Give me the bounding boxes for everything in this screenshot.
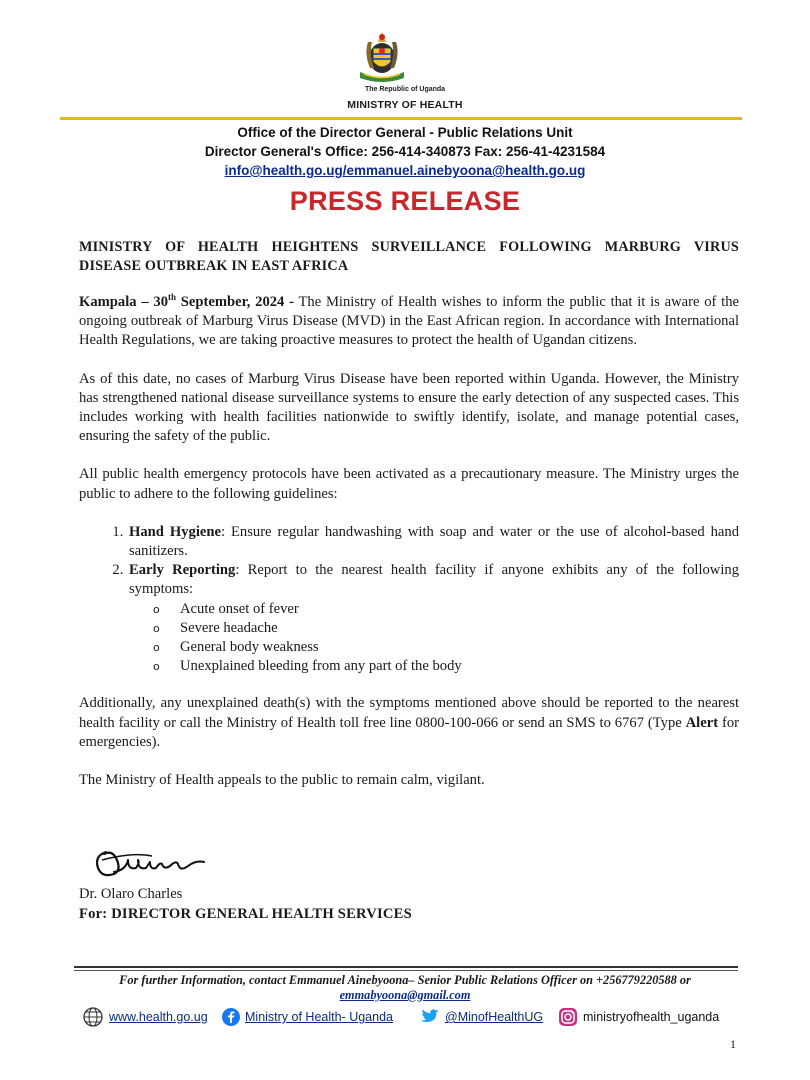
social-links: [82, 1004, 732, 1030]
phones-line: Director General's Office: 256-414-340873 Fax: 256-41-4231584: [204, 144, 606, 159]
reporting-paragraph: Additionally, any unexplained death(s) with the symptoms mentioned above should be reported to the nearest health facility or call the Ministry of Health toll free line 0800-100-066 or send an SMS to 6767 (Type Alert for emergencies).: [79, 695, 739, 750]
dateline-paragraph: Kampala – 30th September, 2024 - The Ministry of Health wishes to inform the public that it is aware of the ongoing outbreak of Marburg Virus Disease (MVD) in the East African region. In accordance with International Health Regulations, we are taking proactive measures to protect the health of Ugandan citizens.: [79, 292, 739, 349]
signature-icon: [92, 842, 222, 884]
facebook-link[interactable]: [222, 1004, 393, 1030]
office-line: Office of the Director General - Public Relations Unit: [237, 125, 573, 140]
signer-name: Dr. Olaro Charles: [79, 886, 183, 902]
coat-of-arms-icon: [352, 28, 412, 86]
ministry-label: MINISTRY OF HEALTH: [347, 99, 463, 111]
website-text: www.health.go.ug: [109, 1010, 208, 1024]
symptom-item: o Severe headache: [151, 619, 739, 638]
dateline: Kampala – 30th September, 2024 -: [79, 292, 294, 310]
instagram-link[interactable]: [558, 1004, 719, 1030]
email-link[interactable]: info@health.go.ug/emmanuel.ainebyoona@health.go.ug: [224, 163, 586, 178]
symptom-item: o Acute onset of fever: [151, 600, 739, 619]
emails-line: [0, 163, 810, 178]
footer-email-link[interactable]: emmabyoona@gmail.com: [339, 988, 471, 1002]
surveillance-paragraph: As of this date, no cases of Marburg Virus Disease have been reported within Uganda. However, the Ministry has strengthened national disease surveillance systems to ensure the early detection of any suspected cases. This includes working with health facilities nationwide to swiftly identify, isolate, and manage potential cases, ensuring the safety of the public.: [79, 370, 739, 445]
signer-title: For: DIRECTOR GENERAL HEALTH SERVICES: [79, 906, 412, 922]
footer-contact-text: For further Information, contact Emmanuel Ainebyoona– Senior Public Relations Officer on +256779220588 or: [119, 973, 691, 987]
twitter-link[interactable]: [420, 1004, 543, 1030]
appeal-paragraph: The Ministry of Health appeals to the public to remain calm, vigilant.: [79, 772, 485, 789]
press-release-title: PRESS RELEASE: [289, 186, 521, 216]
header-rule: [60, 117, 742, 120]
instagram-text: ministryofhealth_uganda: [583, 1010, 720, 1024]
republic-label: The Republic of Uganda: [364, 86, 446, 93]
twitter-icon: [420, 1008, 440, 1026]
footer-rule-thin: [74, 970, 738, 971]
symptoms-list: [129, 600, 739, 677]
release-body: [79, 238, 739, 809]
guidelines-list: [79, 523, 739, 677]
page-number: 1: [730, 1037, 736, 1051]
footer-rule: [74, 966, 738, 968]
symptom-item: o Unexplained bleeding from any part of the body: [151, 657, 739, 676]
instagram-icon: [558, 1007, 578, 1027]
facebook-icon: [222, 1008, 240, 1026]
headline: MINISTRY OF HEALTH HEIGHTENS SURVEILLANCE FOLLOWING MARBURG VIRUS DISEASE OUTBREAK IN EAST AFRICA: [79, 239, 739, 274]
guideline-item: 2. Early Reporting: Report to the nearest health facility if anyone exhibits any of the following symptoms: o Acute onset of fever o Severe headache o General body weakness o Unexplained bleeding from any part of the body: [127, 561, 739, 676]
protocols-paragraph: All public health emergency protocols have been activated as a precautionary measure. The Ministry urges the public to adhere to the following guidelines:: [79, 466, 739, 502]
guideline-item: 1. Hand Hygiene: Ensure regular handwashing with soap and water or the use of alcohol-based hand sanitizers.: [127, 523, 739, 561]
footer-contact: [60, 973, 750, 1003]
globe-icon: [82, 1006, 104, 1028]
symptom-item: o General body weakness: [151, 638, 739, 657]
website-link[interactable]: [82, 1004, 208, 1030]
twitter-text: @MinofHealthUG: [445, 1010, 544, 1024]
facebook-text: Ministry of Health- Uganda: [245, 1010, 393, 1024]
